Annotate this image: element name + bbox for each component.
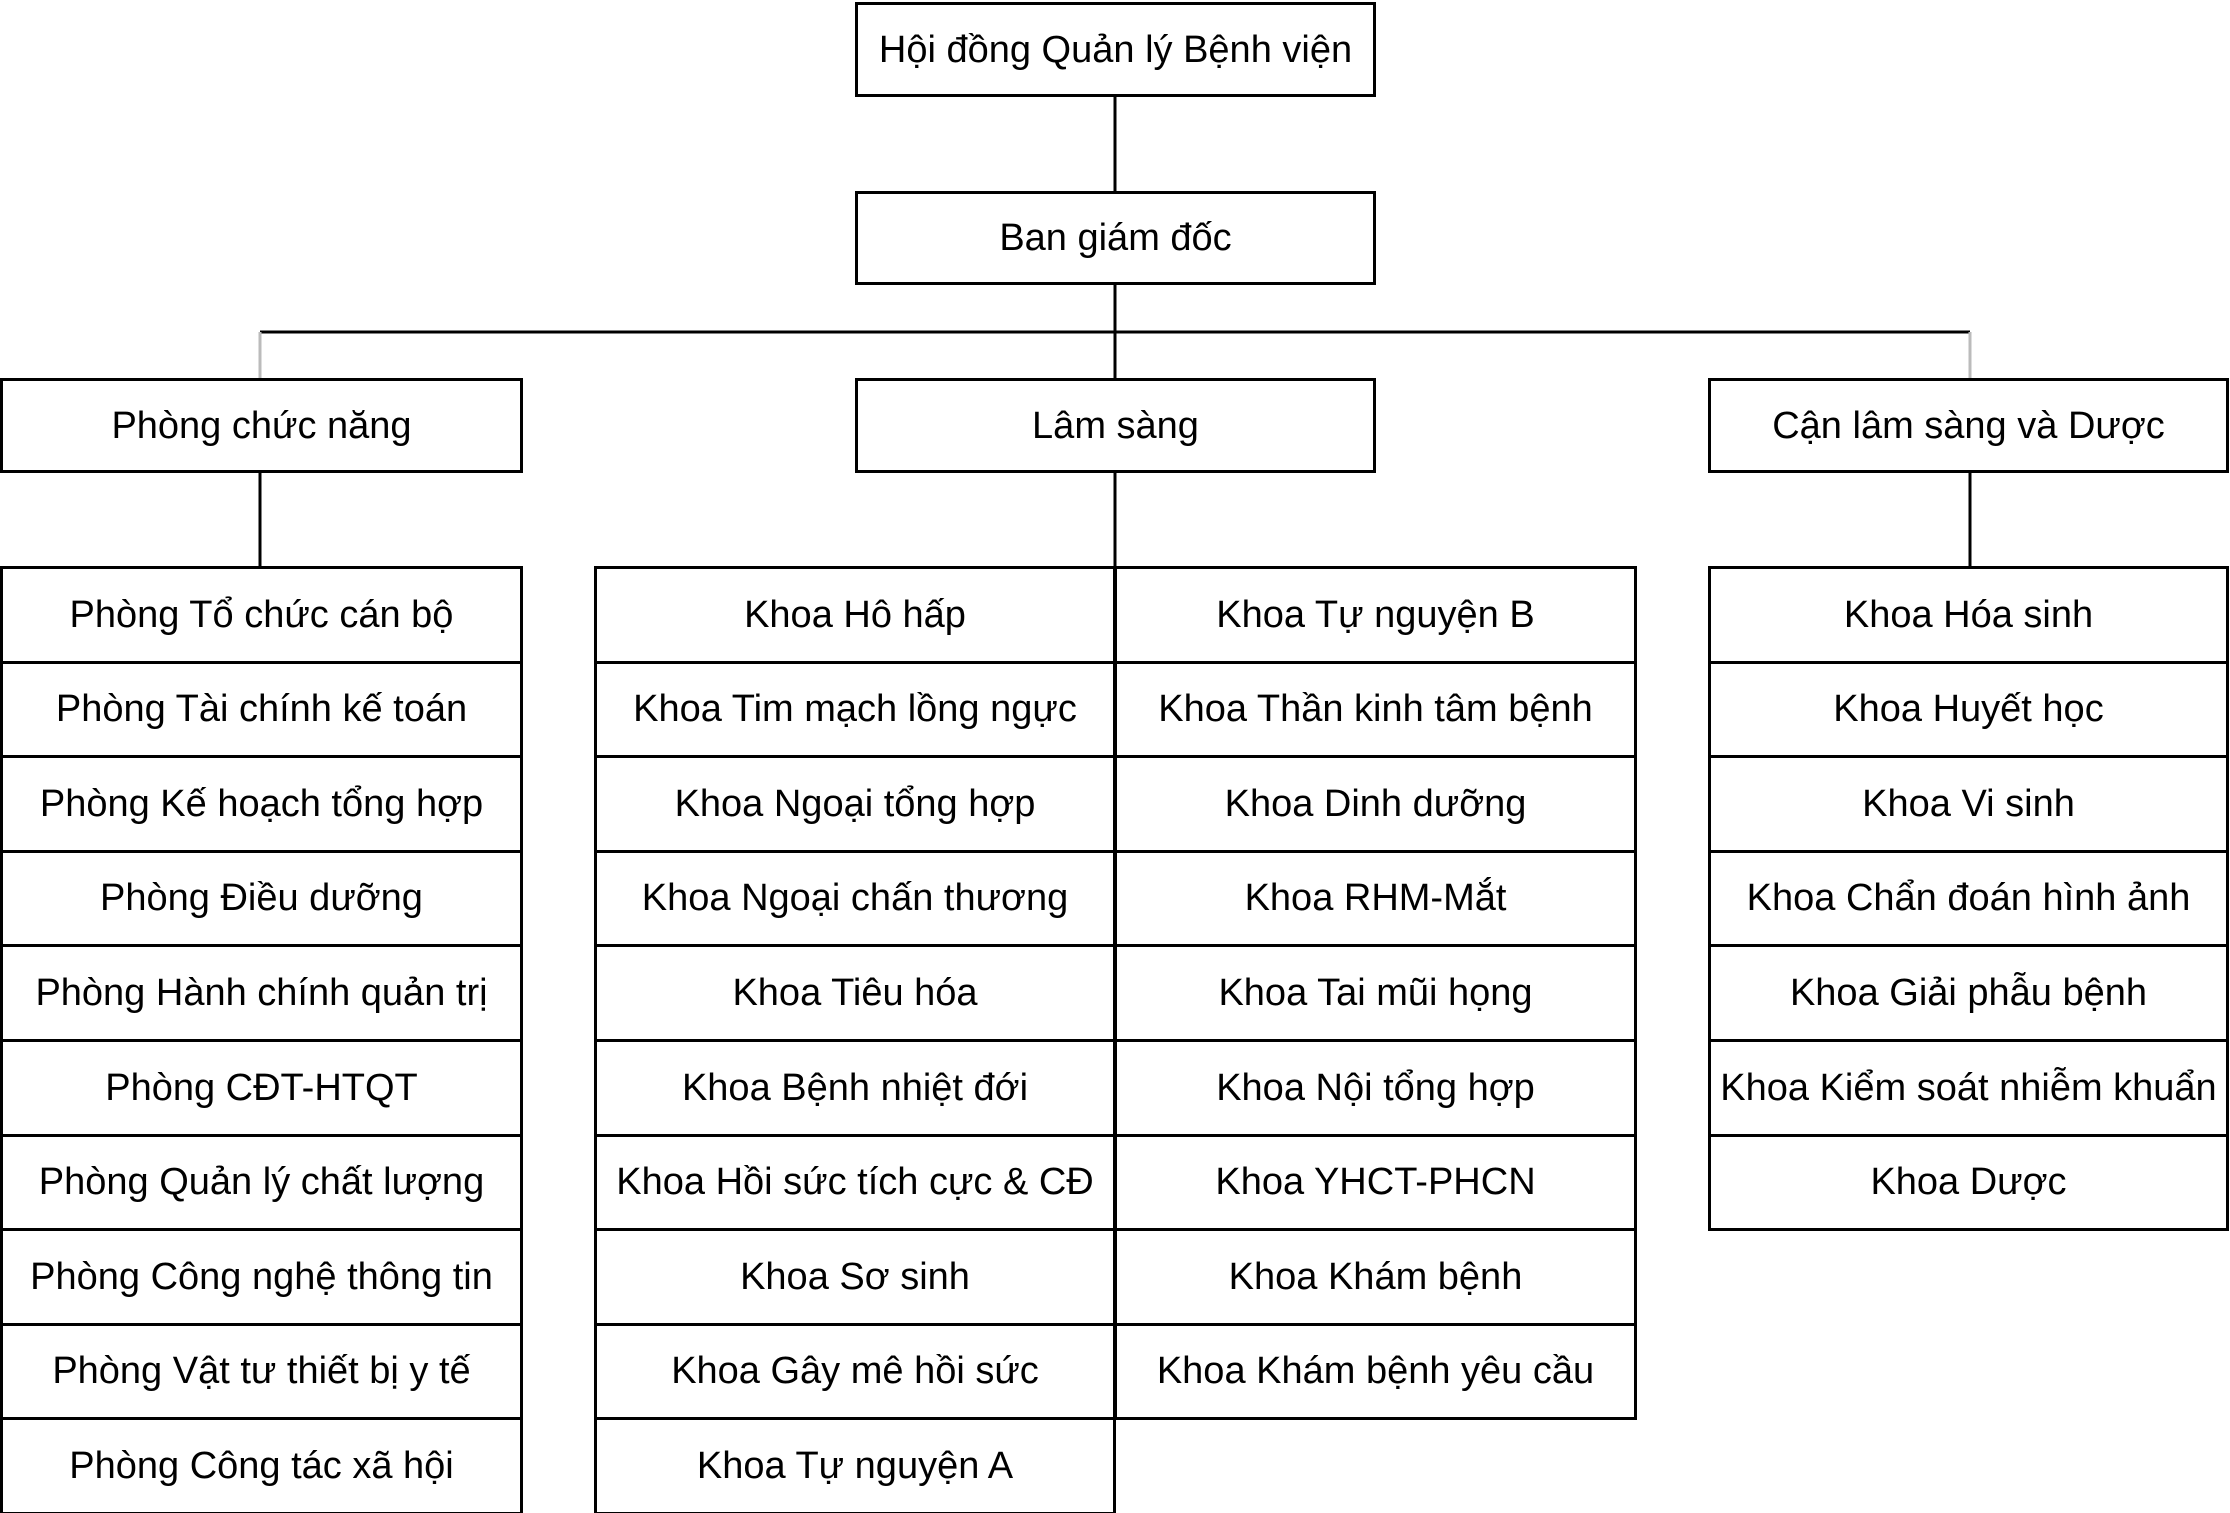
unit-box: [1114, 850, 1637, 947]
unit-label: Khoa Tim mạch lồng ngực: [633, 688, 1077, 730]
unit-label: Khoa Sơ sinh: [740, 1255, 970, 1298]
unit-box: [1114, 755, 1637, 853]
unit-label: Khoa Ngoại chấn thương: [641, 877, 1069, 919]
unit-label: Khoa Thần kinh tâm bệnh: [1158, 688, 1593, 730]
unit-box: [594, 850, 1116, 947]
unit-label: Khoa Kiểm soát nhiễm khuẩn: [1720, 1066, 2217, 1109]
unit-label: Khoa Khám bệnh yêu cầu: [1156, 1350, 1595, 1392]
unit-box: [1114, 661, 1637, 758]
unit-label: Phòng Công nghệ thông tin: [30, 1255, 493, 1298]
clinical-branch-label: Lâm sàng: [1032, 404, 1199, 447]
unit-box: [1114, 566, 1637, 664]
unit-box: [594, 661, 1116, 758]
directors-label: Ban giám đốc: [999, 217, 1232, 259]
unit-label: Khoa Tai mũi họng: [1218, 971, 1533, 1014]
unit-box: [1708, 850, 2229, 947]
unit-label: Phòng Vật tư thiết bị y tế: [52, 1350, 471, 1392]
unit-label: Khoa Dinh dưỡng: [1224, 782, 1527, 825]
unit-label: Khoa Vi sinh: [1862, 782, 2075, 825]
unit-box: [1114, 944, 1637, 1042]
unit-label: Phòng Kế hoạch tổng hợp: [39, 782, 484, 825]
unit-box: [0, 1417, 523, 1513]
unit-label: Khoa Tiêu hóa: [732, 971, 978, 1014]
unit-box: [0, 1039, 523, 1137]
unit-box: [0, 661, 523, 758]
unit-label: Khoa Ngoại tổng hợp: [674, 782, 1036, 825]
unit-label: Khoa Tự nguyện B: [1216, 593, 1535, 636]
unit-label: Khoa Tự nguyện A: [696, 1444, 1014, 1487]
board-label: Hội đồng Quản lý Bệnh viện: [878, 28, 1353, 71]
unit-box: [594, 1228, 1116, 1326]
unit-box: [594, 1417, 1116, 1513]
unit-box: [0, 566, 523, 664]
unit-label: Khoa Giải phẫu bệnh: [1789, 971, 2148, 1014]
unit-label: Phòng CĐT-HTQT: [105, 1066, 418, 1109]
functional-branch-box: [0, 378, 523, 473]
unit-box: [594, 566, 1116, 664]
unit-box: [1114, 1228, 1637, 1326]
unit-box: [594, 944, 1116, 1042]
unit-box: [0, 755, 523, 853]
unit-box: [1708, 1039, 2229, 1137]
unit-label: Khoa Dược: [1870, 1161, 2067, 1203]
unit-label: Khoa Bệnh nhiệt đới: [681, 1066, 1029, 1109]
unit-label: Khoa Nội tổng hợp: [1216, 1066, 1535, 1109]
unit-box: [594, 1134, 1116, 1231]
unit-box: [1708, 566, 2229, 664]
unit-label: Phòng Hành chính quản trị: [35, 971, 488, 1014]
unit-label: Khoa Huyết học: [1833, 688, 2104, 730]
unit-box: [1708, 755, 2229, 853]
unit-box: [594, 1039, 1116, 1137]
unit-box: [594, 755, 1116, 853]
functional-branch-label: Phòng chức năng: [111, 404, 412, 447]
unit-box: [0, 1323, 523, 1420]
unit-box: [594, 1323, 1116, 1420]
unit-label: Khoa Khám bệnh: [1228, 1255, 1523, 1298]
board-box: [855, 2, 1376, 97]
paraclinical-branch-label: Cận lâm sàng và Dược: [1772, 404, 2165, 447]
unit-box: [1114, 1323, 1637, 1420]
unit-box: [0, 944, 523, 1042]
unit-box: [0, 850, 523, 947]
unit-label: Khoa Hồi sức tích cực & CĐ: [616, 1161, 1094, 1203]
unit-label: Khoa Hô hấp: [744, 593, 966, 636]
unit-box: [1708, 944, 2229, 1042]
unit-box: [0, 1134, 523, 1231]
clinical-branch-box: [855, 378, 1376, 473]
unit-label: Khoa Chẩn đoán hình ảnh: [1746, 877, 2191, 919]
unit-label: Khoa Gây mê hồi sức: [671, 1350, 1039, 1392]
unit-box: [1708, 1134, 2229, 1231]
unit-label: Phòng Tổ chức cán bộ: [69, 593, 454, 636]
paraclinical-branch-box: [1708, 378, 2229, 473]
unit-label: Phòng Điều dưỡng: [100, 877, 423, 919]
directors-box: [855, 191, 1376, 285]
unit-box: [0, 1228, 523, 1326]
unit-box: [1114, 1134, 1637, 1231]
unit-label: Phòng Tài chính kế toán: [55, 688, 468, 730]
unit-label: Khoa RHM-Mắt: [1244, 877, 1507, 919]
unit-label: Khoa YHCT-PHCN: [1215, 1161, 1536, 1203]
unit-label: Khoa Hóa sinh: [1843, 593, 2094, 636]
unit-box: [1114, 1039, 1637, 1137]
unit-box: [1708, 661, 2229, 758]
unit-label: Phòng Quản lý chất lượng: [38, 1161, 485, 1203]
unit-label: Phòng Công tác xã hội: [69, 1444, 454, 1487]
